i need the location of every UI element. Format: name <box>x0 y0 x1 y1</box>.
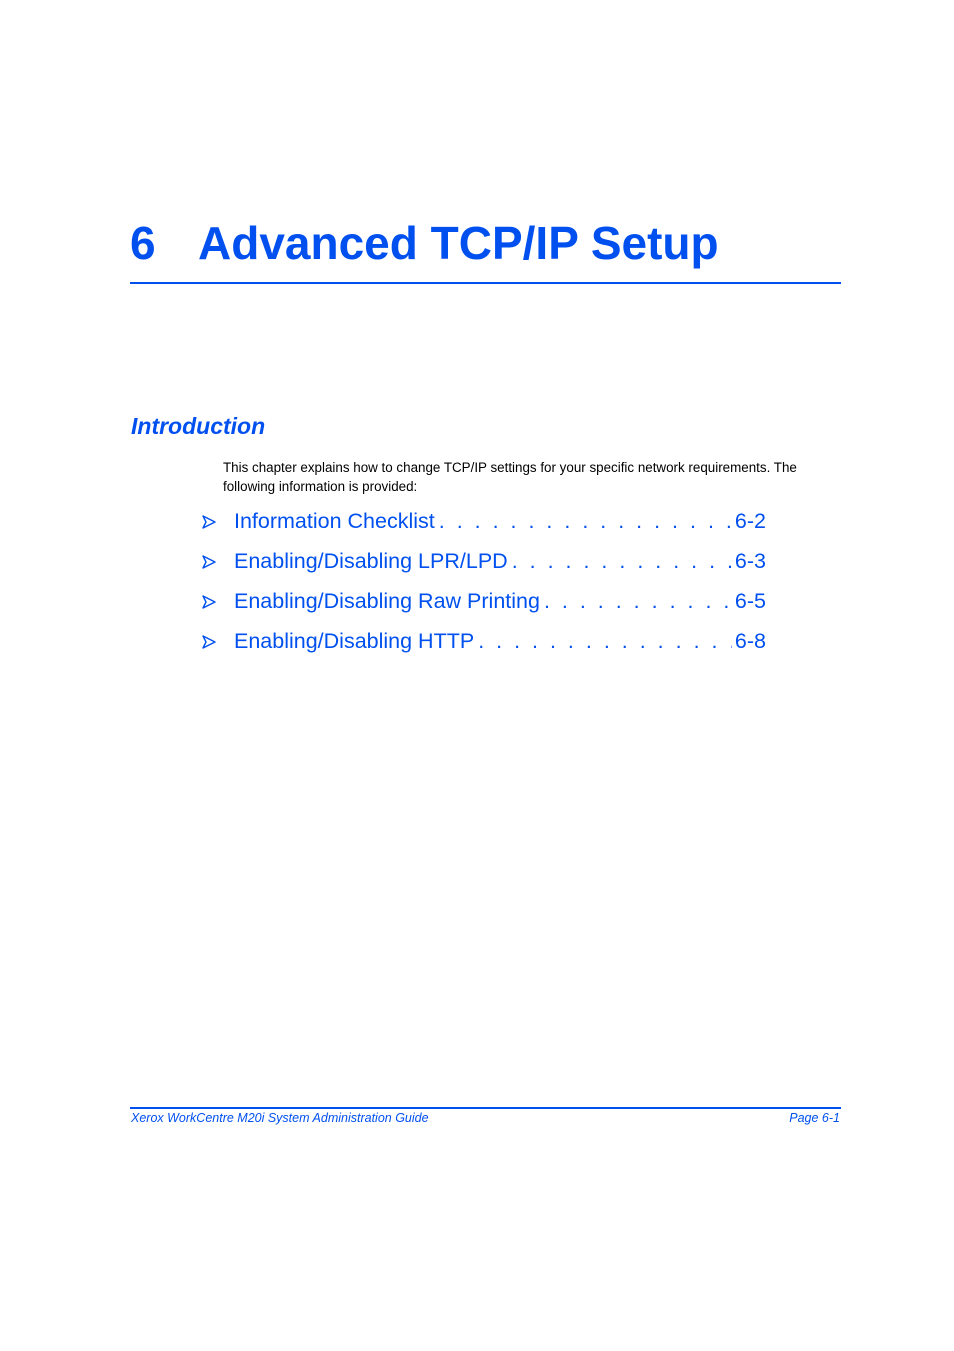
toc-link-raw-printing[interactable] <box>200 586 770 626</box>
toc-link-information-checklist[interactable] <box>200 506 770 546</box>
chapter-number: 6 <box>130 217 156 269</box>
toc-dot-leader <box>439 506 732 536</box>
toc-item-lpr-lpd <box>200 546 770 586</box>
toc-page-number: 6-5 <box>732 586 766 616</box>
toc-entry-line <box>234 586 766 616</box>
footer-guide-title: Xerox WorkCentre M20i System Administration Guide <box>131 1111 429 1125</box>
arrowhead-bullet-icon <box>200 547 218 575</box>
toc-dot-leader <box>544 586 732 616</box>
toc-entry-title: Information Checklist <box>234 506 439 536</box>
toc-entry-title: Enabling/Disabling HTTP <box>234 626 478 656</box>
toc-entry-line <box>234 506 766 536</box>
chapter-heading <box>130 212 841 284</box>
toc-dot-leader <box>512 546 732 576</box>
toc-page-number: 6-3 <box>732 546 766 576</box>
arrowhead-bullet-icon <box>200 627 218 655</box>
toc-item-raw-printing <box>200 586 770 626</box>
arrowhead-bullet-icon <box>200 587 218 615</box>
arrowhead-bullet-icon <box>200 507 218 535</box>
toc-item-information-checklist <box>200 506 770 546</box>
footer-page-number: Page 6-1 <box>789 1111 840 1125</box>
section-heading: Introduction <box>131 413 266 439</box>
toc-dot-leader <box>478 626 732 656</box>
toc-page-number: 6-8 <box>732 626 766 656</box>
toc-entry-title: Enabling/Disabling LPR/LPD <box>234 546 512 576</box>
toc-entry-line <box>234 626 766 656</box>
toc-item-http <box>200 626 770 666</box>
toc-entry-title: Enabling/Disabling Raw Printing <box>234 586 544 616</box>
chapter-title: Advanced TCP/IP Setup <box>198 217 719 269</box>
toc-page-number: 6-2 <box>732 506 766 536</box>
toc-entry-line <box>234 546 766 576</box>
toc-link-http[interactable] <box>200 626 770 666</box>
footer-divider <box>130 1107 841 1109</box>
table-of-contents <box>200 506 770 666</box>
intro-paragraph: This chapter explains how to change TCP/IP settings for your specific network requirements. The following information is provided: <box>223 460 797 494</box>
toc-link-lpr-lpd[interactable] <box>200 546 770 586</box>
